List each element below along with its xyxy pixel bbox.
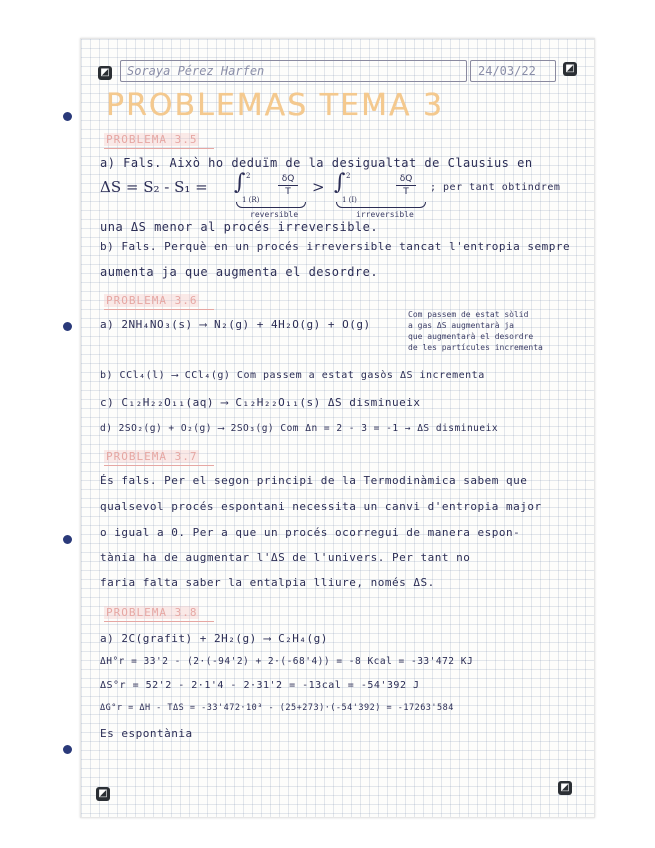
corner-marker-icon: ◩ <box>98 66 112 80</box>
punch-hole <box>63 322 72 331</box>
punch-hole <box>63 535 72 544</box>
integral-upper: 2 <box>246 172 251 180</box>
text-line: És fals. Per el segon principi de la Termodinàmica sabem que <box>100 474 528 487</box>
greater-than: > <box>312 178 325 196</box>
integral-lower: 1 (R) <box>242 196 260 204</box>
underbrace <box>336 202 426 208</box>
equation-line: d) 2SO₂(g) + O₂(g) ⟶ 2SO₃(g) Com Δn = 2 - 3 = -1 → ΔS disminueix <box>100 423 499 434</box>
text-line: una ΔS menor al procés irreversible. <box>100 220 379 234</box>
fraction <box>396 174 416 197</box>
equation-line: b) CCl₄(l) ⟶ CCl₄(g) Com passem a estat gasòs ΔS incrementa <box>100 370 485 381</box>
text-line: ; per tant obtindrem <box>430 182 561 193</box>
page-title: PROBLEMAS TEMA 3 <box>106 88 445 123</box>
side-note: Com passem de estat sòlid <box>408 310 529 319</box>
integral-upper: 2 <box>346 172 351 180</box>
calculation-line: ΔS°r = 52'2 - 2·1'4 - 2·31'2 = -13cal = -54'392 J <box>100 680 420 691</box>
underbrace-label: reversible <box>250 210 299 219</box>
calculation-line: ΔG°r = ΔH - TΔS = -33'472·10³ - (25+273)·(-54'392) = -17263'584 <box>100 703 454 713</box>
integral-sign: ∫ <box>334 170 346 195</box>
fraction-denominator: T <box>285 187 291 197</box>
text-line: tània ha de augmentar l'ΔS de l'univers. Per tant no <box>100 551 471 564</box>
date: 24/03/22 <box>478 64 536 78</box>
text-line: faria falta saber la entalpia lliure, només ΔS. <box>100 576 435 589</box>
section-underline <box>104 621 214 622</box>
section-underline <box>104 465 214 466</box>
equation-line: a) 2C(grafit) + 2H₂(g) ⟶ C₂H₄(g) <box>100 632 328 645</box>
section-heading: PROBLEMA 3.6 <box>106 294 198 307</box>
calculation-line: ΔH°r = 33'2 - (2·(-94'2) + 2·(-68'4)) = -8 Kcal = -33'472 KJ <box>100 656 474 667</box>
integral-lower: 1 (I) <box>342 196 357 204</box>
equation-line: a) 2NH₄NO₃(s) ⟶ N₂(g) + 4H₂O(g) + O(g) <box>100 318 371 331</box>
punch-hole <box>63 745 72 754</box>
section-heading: PROBLEMA 3.7 <box>106 450 198 463</box>
text-line: o igual a 0. Per a que un procés ocorregui de manera espon- <box>100 526 521 539</box>
corner-marker-icon: ◩ <box>96 787 110 801</box>
punch-hole <box>63 112 72 121</box>
corner-marker-icon: ◩ <box>558 781 572 795</box>
equation-line: c) C₁₂H₂₂O₁₁(aq) ⟶ C₁₂H₂₂O₁₁(s) ΔS disminueix <box>100 396 421 409</box>
corner-marker-icon: ◩ <box>563 62 577 76</box>
text-line: a) Fals. Això ho deduïm de la desigualtat de Clausius en <box>100 156 533 170</box>
text-line: qualsevol procés espontani necessita un canvi d'entropia major <box>100 500 542 513</box>
integral-sign: ∫ <box>234 170 246 195</box>
fraction-numerator: δQ <box>399 174 413 184</box>
section-underline <box>104 148 214 149</box>
conclusion-line: Es espontània <box>100 727 193 740</box>
underbrace <box>236 202 306 208</box>
fraction-numerator: δQ <box>281 174 295 184</box>
section-heading: PROBLEMA 3.8 <box>106 606 198 619</box>
text-line: b) Fals. Perquè en un procés irreversible tancat l'entropia sempre <box>100 240 571 253</box>
underbrace-label: irreversible <box>356 210 414 219</box>
side-note: que augmentarà el desordre <box>408 332 534 341</box>
text-line: aumenta ja que augmenta el desordre. <box>100 265 379 279</box>
fraction-denominator: T <box>403 187 409 197</box>
side-note: a gas ΔS augmentarà ja <box>408 321 514 330</box>
side-note: de les partícules incrementa <box>408 343 543 352</box>
section-underline <box>104 309 214 310</box>
section-heading: PROBLEMA 3.5 <box>106 133 198 146</box>
formula-lhs: ΔS = S₂ - S₁ = <box>100 178 208 196</box>
student-name: Soraya Pérez Harfen <box>127 64 265 78</box>
fraction <box>278 174 298 197</box>
